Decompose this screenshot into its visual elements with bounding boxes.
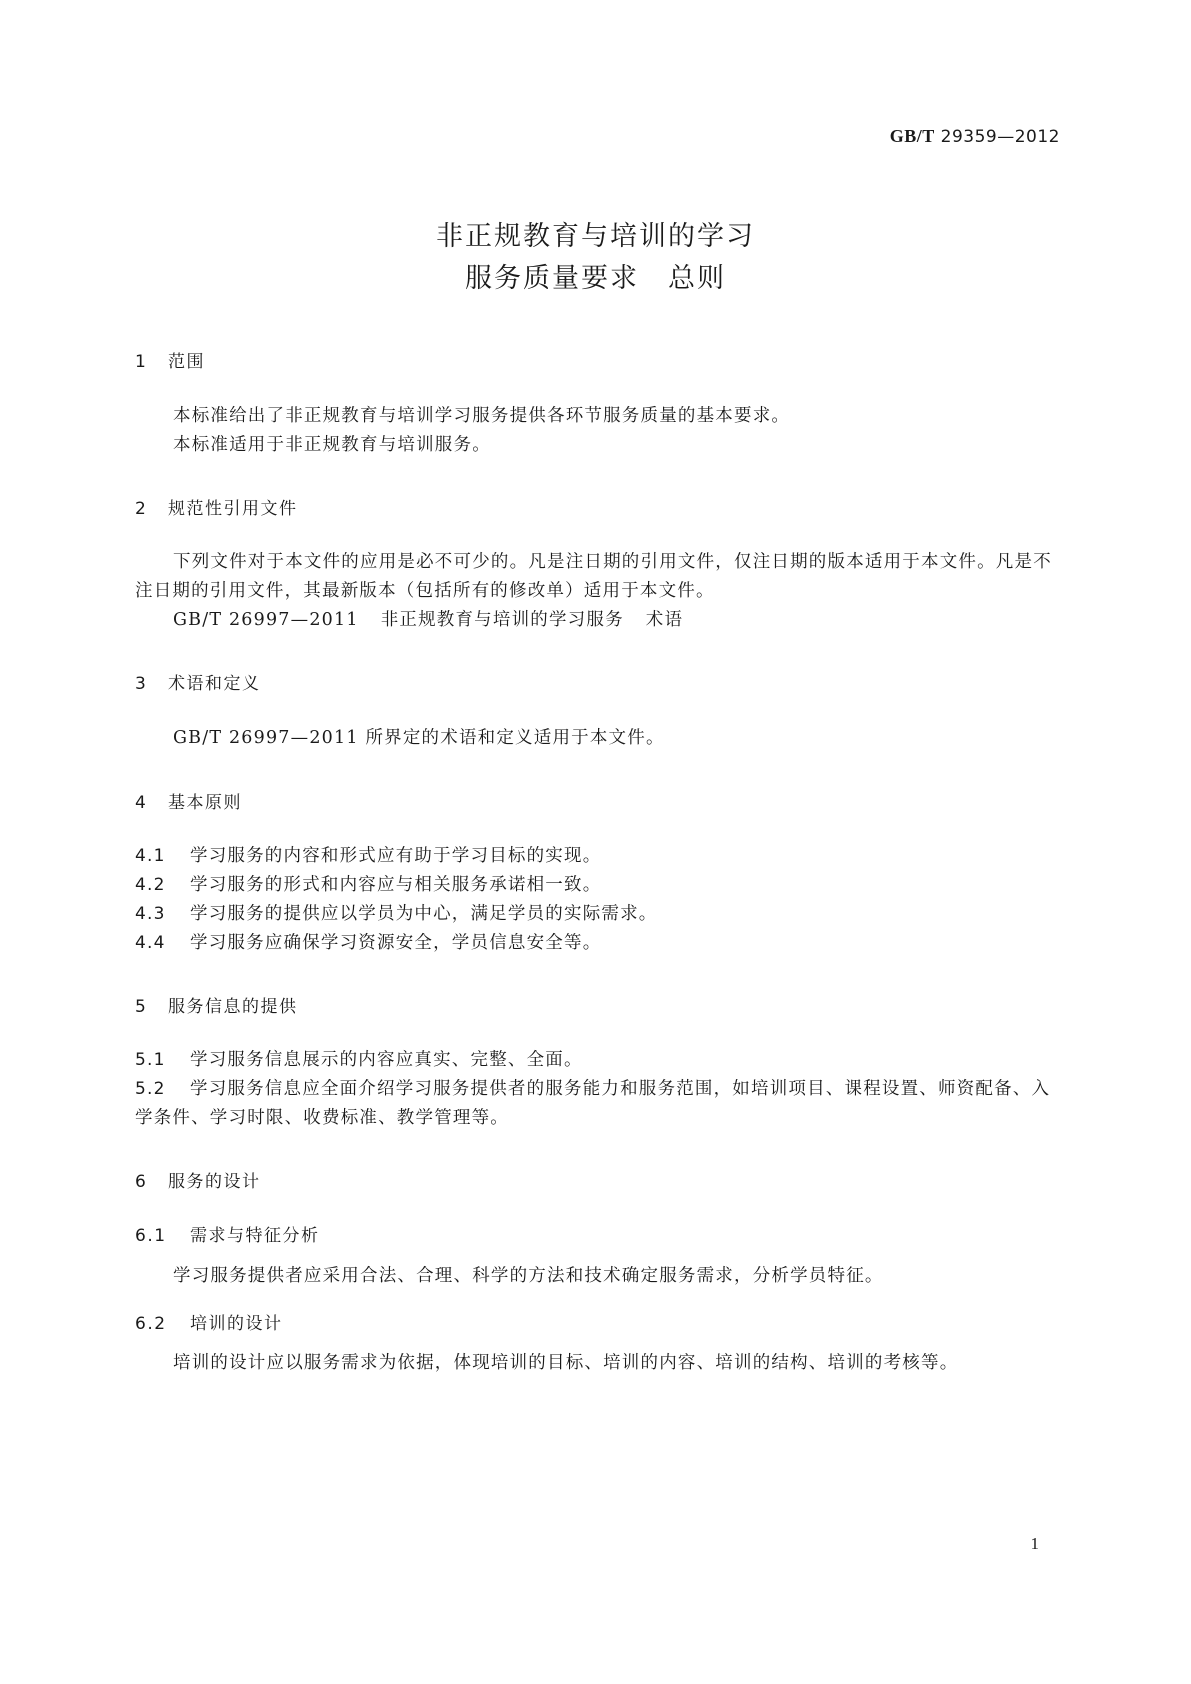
reference-term: 术语 [645, 610, 684, 630]
clause-5-2 [135, 1075, 1055, 1133]
section-title: 规范性引用文件 [168, 499, 298, 519]
section-2-para-1: 下列文件对于本文件的应用是必不可少的。凡是注日期的引用文件，仅注日期的版本适用于本文件。凡是不注日期的引用文件，其最新版本（包括所有的修改单）适用于本文件。 [135, 552, 1052, 601]
section-number: 3 [135, 674, 148, 694]
subsection-number: 6.2 [135, 1314, 167, 1334]
clause-4-2 [135, 871, 1055, 900]
page-number: 1 [1030, 1534, 1039, 1553]
section-1-heading [135, 347, 205, 372]
section-title: 术语和定义 [168, 674, 261, 694]
subsection-6-2-para-1: 培训的设计应以服务需求为依据，体现培训的目标、培训的内容、培训的结构、培训的考核等。 [173, 1353, 959, 1373]
section-number: 5 [135, 997, 148, 1017]
normative-reference [135, 606, 1055, 635]
section-number: 6 [135, 1172, 148, 1192]
clause-text: 学习服务的内容和形式应有助于学习目标的实现。 [190, 846, 602, 866]
subsection-title: 培训的设计 [190, 1314, 283, 1334]
clause-4-3 [135, 900, 1055, 929]
section-1-para-2: 本标准适用于非正规教育与培训服务。 [173, 435, 491, 455]
clause-number: 5.1 [135, 1050, 166, 1070]
standard-number [890, 126, 1060, 147]
section-5-heading [135, 992, 298, 1017]
clause-text: 学习服务应确保学习资源安全，学员信息安全等。 [190, 933, 602, 953]
section-number: 1 [135, 352, 148, 372]
clause-text: 学习服务信息应全面介绍学习服务提供者的服务能力和服务范围，如培训项目、课程设置、师资配备、入学条件、学习时限、收费标准、教学管理等。 [135, 1079, 1051, 1128]
section-title: 范围 [168, 352, 205, 372]
clause-text: 学习服务的形式和内容应与相关服务承诺相一致。 [190, 875, 602, 895]
subsection-number: 6.1 [135, 1226, 167, 1246]
section-number: 4 [135, 793, 148, 813]
clause-number: 4.1 [135, 846, 166, 866]
clause-4-4 [135, 929, 1055, 958]
subsection-6-2-heading [135, 1309, 283, 1334]
section-title: 基本原则 [168, 793, 242, 813]
section-number: 2 [135, 499, 148, 519]
standard-prefix: GB/T [889, 126, 935, 146]
subsection-6-1-para-1: 学习服务提供者应采用合法、合理、科学的方法和技术确定服务需求，分析学员特征。 [173, 1266, 884, 1286]
section-3-heading [135, 669, 261, 694]
doc-title-line2: 服务质量要求 总则 [465, 263, 726, 294]
clause-number: 4.2 [135, 875, 166, 895]
section-2-heading [135, 494, 298, 519]
subsection-title: 需求与特征分析 [190, 1226, 320, 1246]
standard-code: 29359—2012 [940, 127, 1060, 147]
clause-number: 4.4 [135, 933, 166, 953]
doc-title-line1: 非正规教育与培训的学习 [436, 221, 755, 252]
section-title: 服务的设计 [168, 1172, 261, 1192]
clause-number: 5.2 [135, 1079, 166, 1099]
clause-text: 学习服务的提供应以学员为中心，满足学员的实际需求。 [190, 904, 658, 924]
section-1-para-1: 本标准给出了非正规教育与培训学习服务提供各环节服务质量的基本要求。 [173, 406, 791, 426]
section-6-heading [135, 1167, 261, 1192]
reference-code: GB/T 26997—2011 [173, 610, 359, 630]
section-4-heading [135, 788, 242, 813]
reference-title: 非正规教育与培训的学习服务 [380, 610, 624, 630]
section-title: 服务信息的提供 [168, 997, 298, 1017]
clause-4-1 [135, 842, 1055, 871]
section-3-para-1: GB/T 26997—2011 所界定的术语和定义适用于本文件。 [173, 728, 665, 748]
clause-5-1 [135, 1046, 1055, 1075]
subsection-6-1-heading [135, 1221, 320, 1246]
clause-text: 学习服务信息展示的内容应真实、完整、全面。 [190, 1050, 583, 1070]
clause-number: 4.3 [135, 904, 166, 924]
